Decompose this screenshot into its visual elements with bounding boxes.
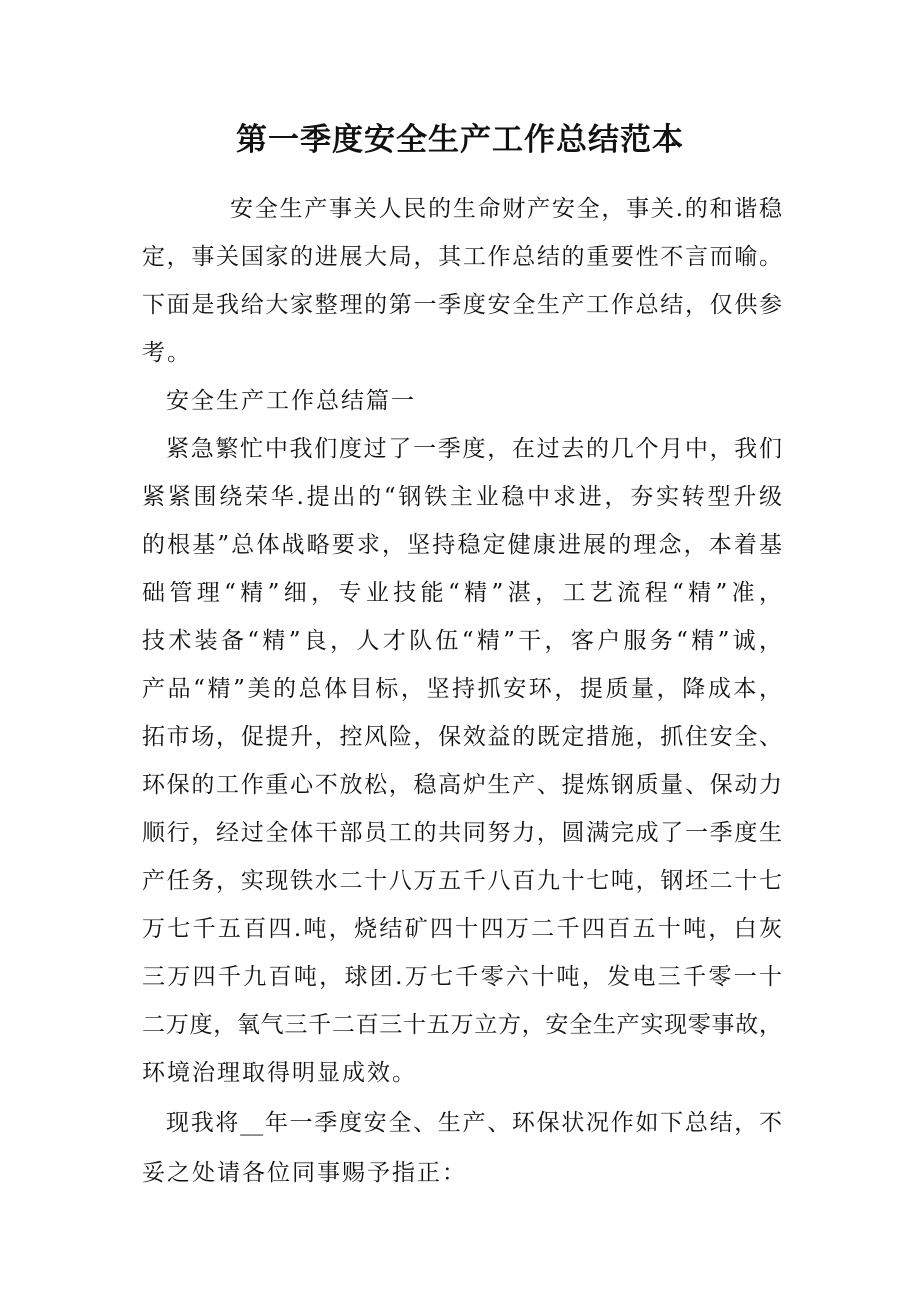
paragraph-line: 定，事关国家的进展大局，其工作总结的重要性不言而喻。 — [142, 244, 782, 270]
paragraph-line: 紧紧围绕荣华.提出的“钢铁主业稳中求进，夯实转型升级 — [142, 484, 782, 510]
paragraph-line: 技术装备“精”良，人才队伍“精”干，客户服务“精”诚， — [142, 628, 782, 654]
paragraph-line: 的根基”总体战略要求，坚持稳定健康进展的理念，本着基 — [142, 532, 782, 558]
paragraph-line: 下面是我给大家整理的第一季度安全生产工作总结，仅供参 — [142, 292, 782, 318]
paragraph-line: 紧急繁忙中我们度过了一季度，在过去的几个月中，我们 — [166, 436, 782, 462]
paragraph-line: 二万度，氧气三千二百三十五万立方，安全生产实现零事故， — [142, 1012, 782, 1038]
paragraph-line: 现我将__年一季度安全、生产、环保状况作如下总结，不 — [166, 1110, 782, 1136]
paragraph-line: 顺行，经过全体干部员工的共同努力，圆满完成了一季度生 — [142, 820, 782, 846]
paragraph-line: 万七千五百四.吨，烧结矿四十四万二千四百五十吨，白灰 — [142, 916, 782, 942]
paragraph-line: 环境治理取得明显成效。 — [142, 1060, 417, 1086]
paragraph-line: 三万四千九百吨，球团.万七千零六十吨，发电三千零一十 — [142, 964, 782, 990]
paragraph-line: 考。 — [142, 340, 192, 366]
paragraph-line: 础管理“精”细，专业技能“精”湛，工艺流程“精”准， — [142, 580, 782, 606]
paragraph-line: 妥之处请各位同事赐予指正： — [142, 1160, 467, 1186]
paragraph-line: 产任务，实现铁水二十八万五千八百九十七吨，钢坯二十七 — [142, 868, 782, 894]
section-heading: 安全生产工作总结篇一 — [166, 388, 416, 414]
paragraph-line: 产品“精”美的总体目标，坚持抓安环，提质量，降成本， — [142, 676, 782, 702]
paragraph-line: 安全生产事关人民的生命财产安全，事关.的和谐稳 — [230, 196, 782, 222]
paragraph-line: 拓市场，促提升，控风险，保效益的既定措施，抓住安全、 — [142, 724, 782, 750]
paragraph-line: 环保的工作重心不放松，稳高炉生产、提炼钢质量、保动力 — [142, 772, 782, 798]
document-title: 第一季度安全生产工作总结范本 — [236, 122, 684, 158]
